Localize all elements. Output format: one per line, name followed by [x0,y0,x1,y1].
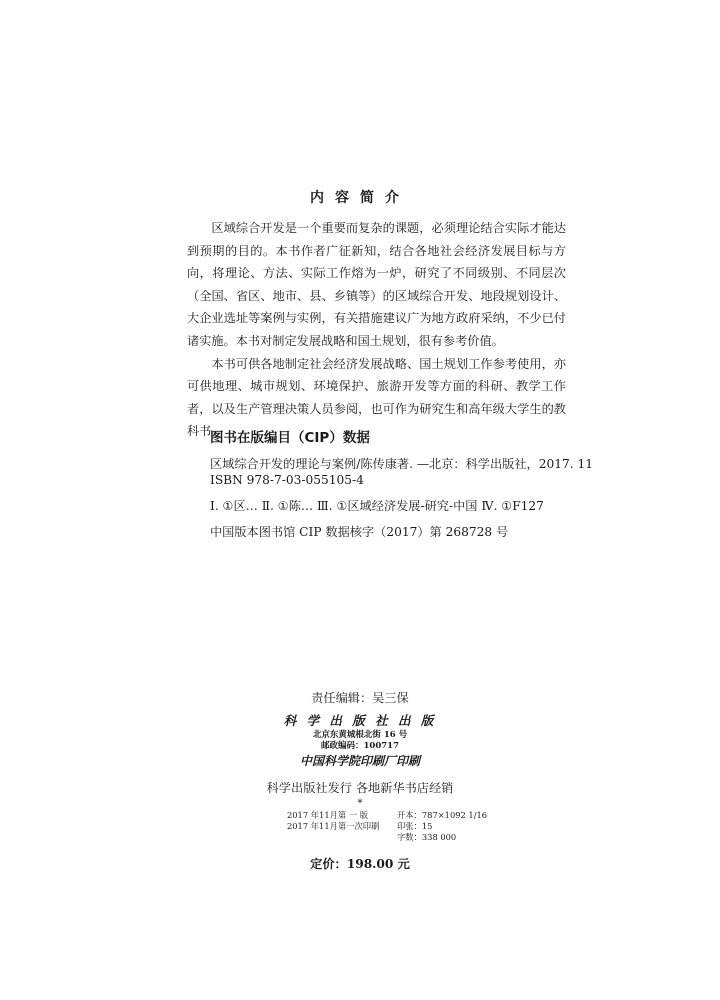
publication-row [287,810,487,821]
summary-title: 内容简介 [310,190,410,206]
empty-cell [287,832,397,843]
printer-line: 中国科学院印刷厂印刷 [299,754,420,768]
separator-star: * [357,798,363,809]
publisher-line: 科 学 出 版 社 出 版 [283,713,437,728]
summary-body [187,217,566,443]
cip-classification: Ⅰ. ①区… Ⅱ. ①陈… Ⅲ. ①区域经济发展-研究-中国 Ⅳ. ①F127 [210,499,544,513]
publisher-address: 北京东黄城根北街 16 号 [312,730,408,740]
printing-info: 2017 年11月第一次印刷 [287,821,380,831]
cip-citation: 区域综合开发的理论与案例/陈传康著. —北京：科学出版社，2017. 11 [210,457,594,471]
publication-row [287,821,487,832]
word-count-info: 字数：338 000 [397,832,457,842]
publication-row [287,832,487,843]
responsible-editor: 责任编辑：吴三保 [311,691,409,705]
distribution-line: 科学出版社发行 各地新华书店经销 [266,781,454,795]
summary-paragraph: 区域综合开发是一个重要而复杂的课题，必须理论结合实际才能达到预期的目的。本书作者广征新知，结合各地社会经济发展目标与方向，将理论、方法、实际工作熔为一炉，研究了不同级别、不同层次（全国、省区、地市、县、乡镇等）的区域综合开发、地段规划设计、大企业选址等案例与实例，有关措施建议广为地方政府采纳，不少已付诸实施。本书对制定发展战略和国土规划，很有参考价值。 [187,221,566,348]
price: 定价：198.00 元 [310,857,410,871]
publication-details [287,810,487,843]
edition-info: 2017 年11月第 一 版 [287,810,369,820]
publisher-postcode: 邮政编码：100717 [321,741,399,751]
cip-heading: 图书在版编目（CIP）数据 [210,430,370,446]
format-info: 开本：787×1092 1/16 [397,810,488,820]
cip-isbn: ISBN 978-7-03-055105-4 [210,473,364,487]
cip-record-number: 中国版本图书馆 CIP 数据核字（2017）第 268728 号 [210,525,509,539]
summary-paragraph: 本书可供各地制定社会经济发展战略、国土规划工作参考使用，亦可供地理、城市规划、环境保护、旅游开发等方面的科研、教学工作者，以及生产管理决策人员参阅，也可作为研究生和高年级大学生的教科书。 [187,356,566,439]
sheets-info: 印张：15 [397,821,433,831]
